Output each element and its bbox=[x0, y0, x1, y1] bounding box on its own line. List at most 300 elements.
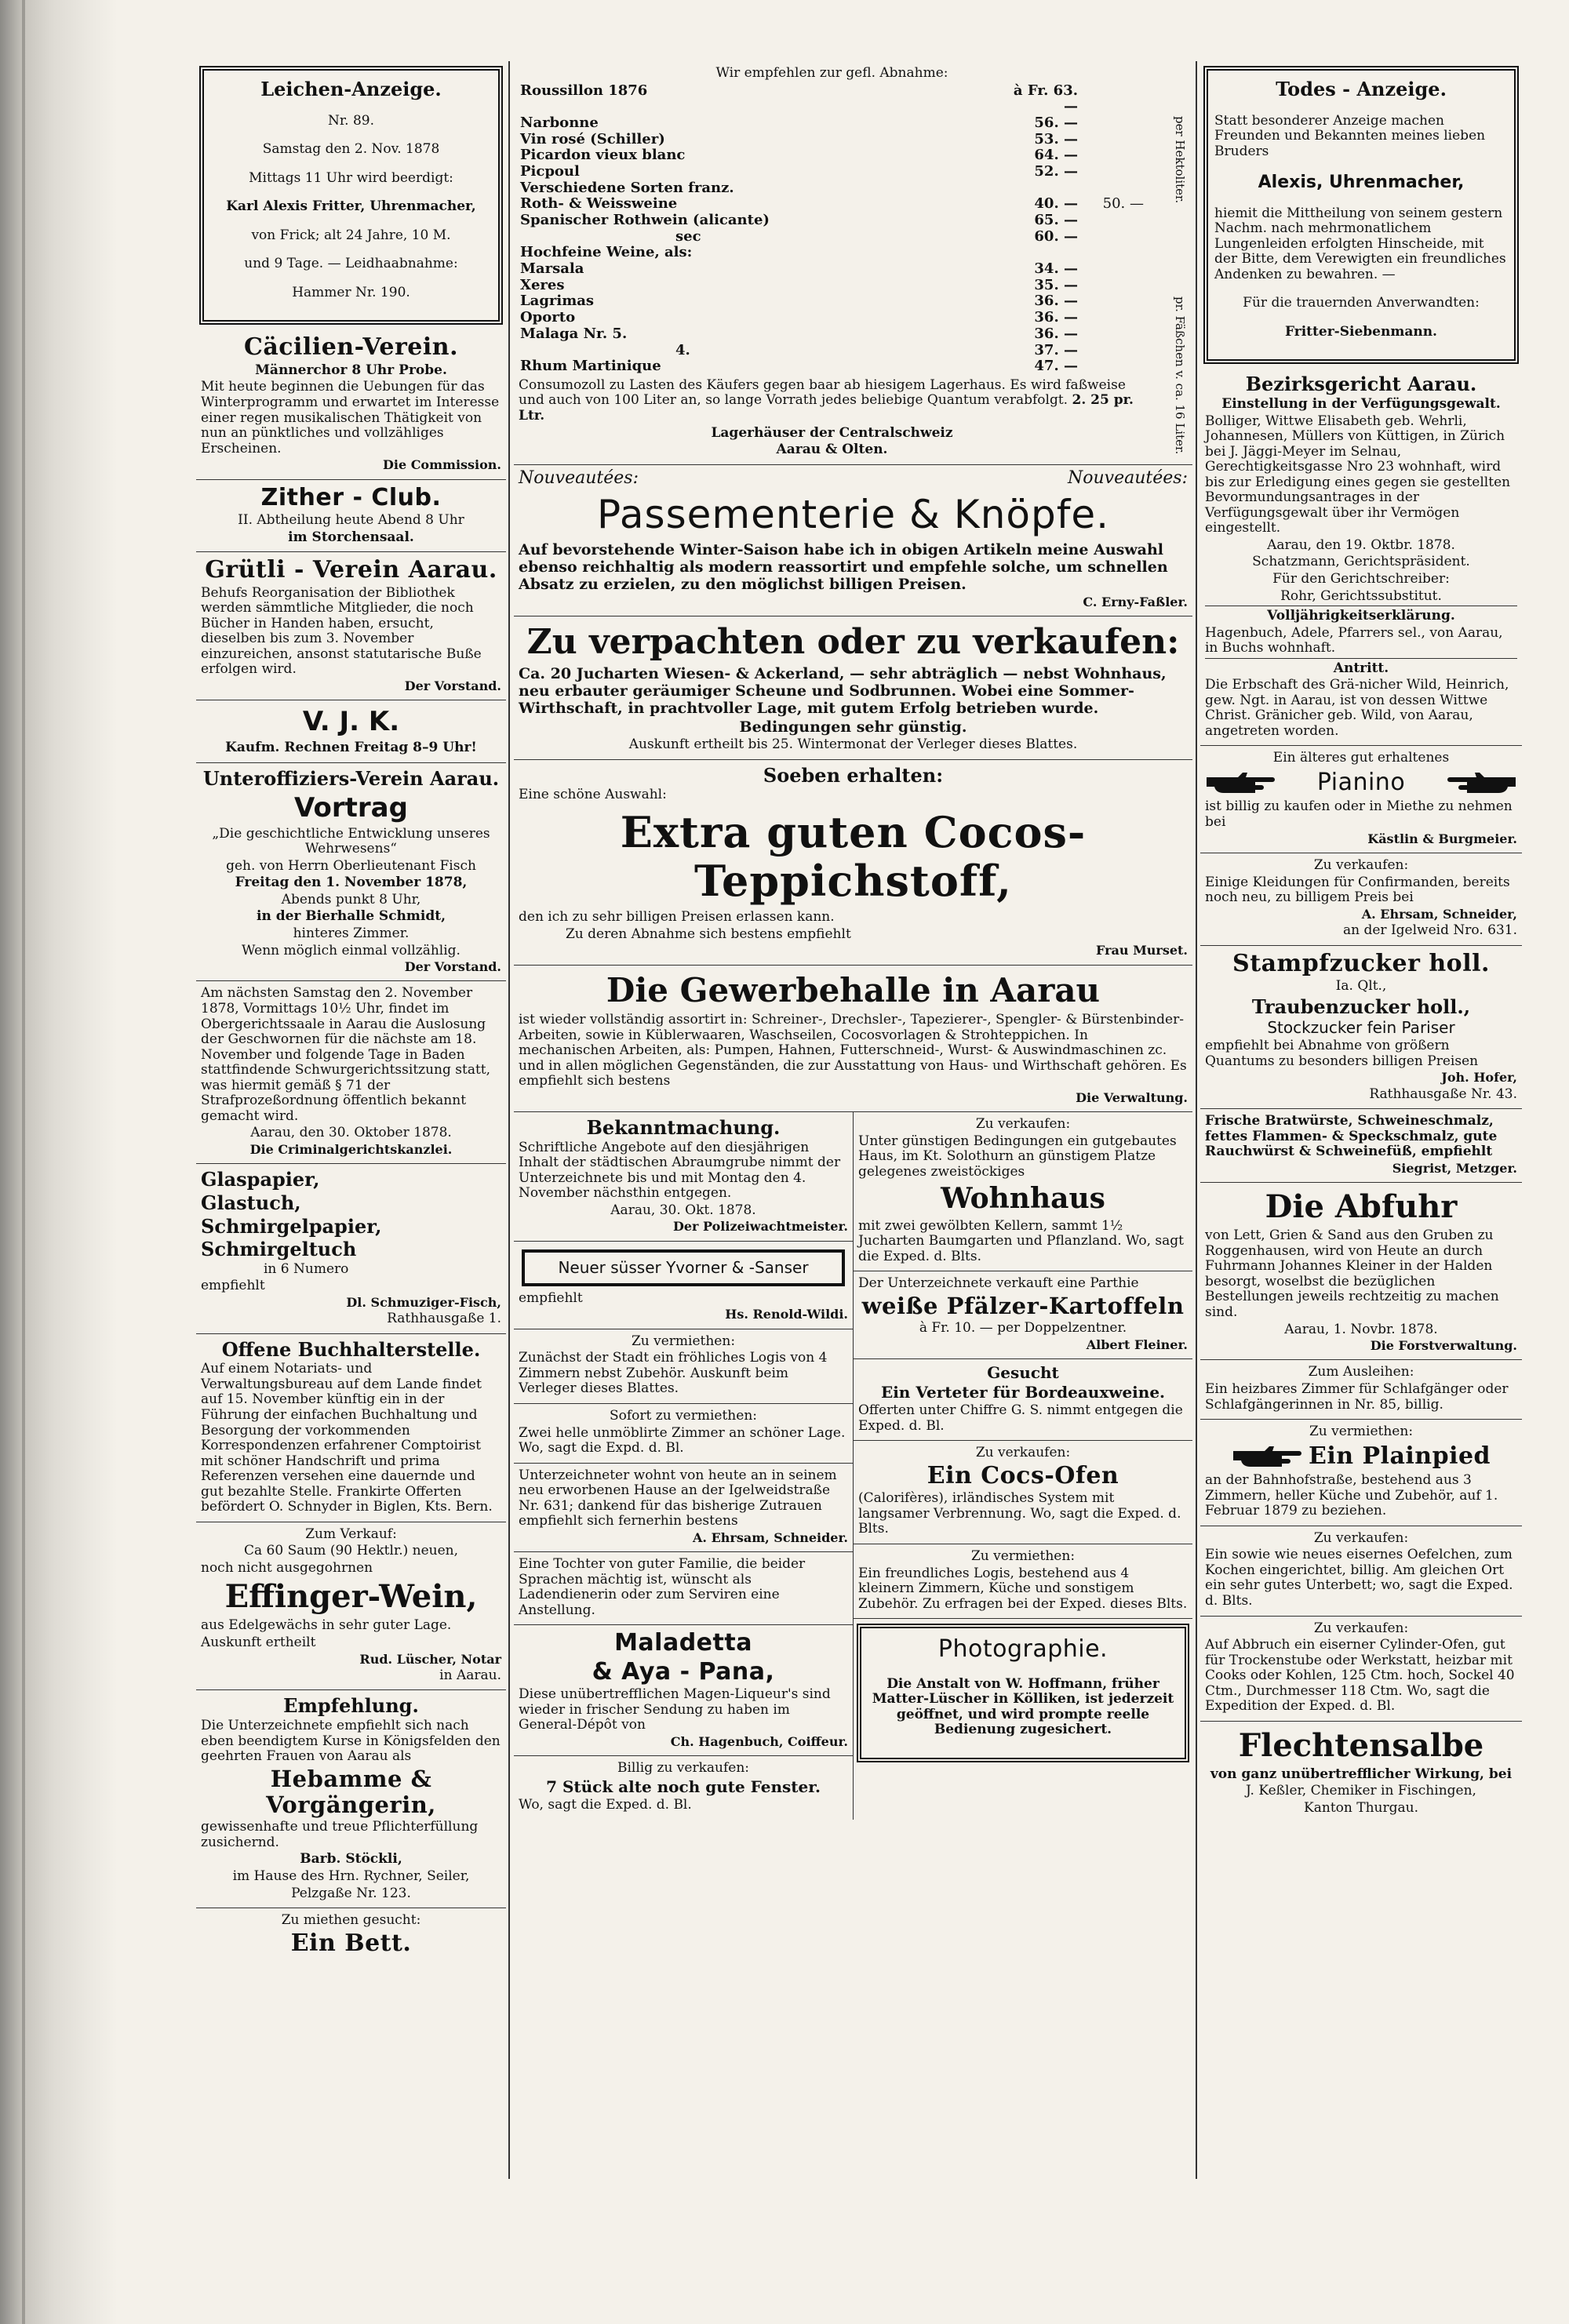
bezirksgericht-ad bbox=[1200, 369, 1522, 746]
pianino-ad bbox=[1200, 746, 1522, 853]
ad-body: Zunächst der Stadt ein fröhliches Logis von 4 Zimmern nebst Zubehör. Auskunft beim Verleger dieses Blattes. bbox=[519, 1350, 828, 1397]
ad-line: empfiehlt bbox=[201, 1278, 265, 1294]
wine-price: 40. — bbox=[1034, 195, 1078, 213]
ad-body: empfiehlt bei Abnahme von größern Quantums zu besonders billigen Preisen bbox=[1205, 1038, 1479, 1069]
ad-body: von ganz unübertrefflicher Wirkung, bei bbox=[1210, 1766, 1513, 1782]
wine-price-alt bbox=[1079, 132, 1145, 148]
wine-price-alt bbox=[1079, 326, 1145, 343]
ad-signature: Der Polizeiwachtmeister. bbox=[672, 1219, 848, 1235]
ad-signature: Rohr, Gerichtssubstitut. bbox=[1280, 587, 1442, 604]
wine-price: 34. — bbox=[1034, 260, 1078, 278]
hektoliter-note: per Hektoliter. bbox=[1173, 116, 1187, 204]
wine-row bbox=[519, 147, 1145, 164]
ad-head: Gesucht bbox=[987, 1363, 1059, 1383]
ad-line: Für die trauernden Anverwandten: bbox=[1243, 295, 1480, 311]
ad-head: Soeben erhalten: bbox=[763, 763, 944, 787]
wine-row bbox=[519, 213, 1145, 229]
ad-body: Hagenbuch, Adele, Pfarrers sel., von Aarau, in Buchs wohnhaft. bbox=[1205, 624, 1503, 656]
ad-signature: A. Ehrsam, Schneider, bbox=[1361, 906, 1517, 922]
ad-body: Auf einem Notariats- und Verwaltungsbureau auf dem Lande findet auf 15. November künftig ein in der Führung der einfachen Buchhaltung und Besorgung der vorkommenden Korrespondenzen erfahrener Comptoirist mit schöner Handschrift und prima Referenzen versehen eine dauernde und gut bezahlte Stelle. Frankirte Offerten befördert O. Schnyder in Biglen, Kts. Bern. bbox=[201, 1361, 493, 1515]
ad-title: Photographie. bbox=[937, 1635, 1108, 1664]
ad-title: Effinger-Wein, bbox=[224, 1578, 478, 1616]
ad-title: Traubenzucker holl., bbox=[1251, 995, 1471, 1018]
column-rule bbox=[1196, 61, 1197, 2179]
scan-page-edge bbox=[0, 0, 118, 2324]
ad-line: in der Bierhalle Schmidt, bbox=[256, 908, 446, 925]
plainpied-ad bbox=[1200, 1420, 1522, 1526]
wine-row bbox=[519, 343, 1145, 359]
ad-line: „Die geschichtliche Entwicklung unseres Wehrwesens“ bbox=[212, 825, 490, 857]
ad-signature: in Aarau. bbox=[439, 1667, 501, 1683]
ad-subtitle: Volljährigkeitserklärung. bbox=[1205, 606, 1517, 624]
ad-signature: an der Igelweid Nro. 631. bbox=[1343, 922, 1517, 938]
ad-signature: Albert Fleiner. bbox=[1086, 1337, 1188, 1352]
yvorner-ad bbox=[514, 1242, 853, 1329]
wine-row bbox=[519, 278, 1145, 294]
ad-body: Die Anstalt von W. Hoffmann, früher Matter-Lüscher in Kölliken, ist jederzeit geöffnet, und wird prompte reelle Bedienung zugesichert. bbox=[872, 1675, 1174, 1738]
ad-body: Diese unübertrefflichen Magen-Liqueur's sind wieder in frischer Sendung zu haben im General-Dépôt von bbox=[519, 1686, 831, 1733]
cocs-ofen-ad bbox=[854, 1441, 1192, 1544]
ad-title: Schmirgeltuch bbox=[201, 1238, 357, 1261]
wine-price: 47. — bbox=[1034, 358, 1078, 375]
ad-body: Offerten unter Chiffre G. S. nimmt entgegen die Exped. d. Bl. bbox=[858, 1402, 1183, 1434]
ad-title: V. J. K. bbox=[302, 706, 400, 738]
ad-head: Zu vermiethen: bbox=[1309, 1424, 1414, 1440]
ad-body: mit zwei gewölbten Kellern, sammt 1½ Jucharten Baumgarten und Pflanzland. Wo, sagt die Exped. d. Blts. bbox=[858, 1217, 1184, 1264]
zucker-ad bbox=[1200, 946, 1522, 1110]
ausleihen-ad bbox=[1200, 1360, 1522, 1420]
wine-name: Roth- & Weissweine bbox=[520, 195, 678, 213]
ad-signature: Rathhausgaße 1. bbox=[387, 1311, 501, 1327]
criminalgericht-notice bbox=[196, 981, 506, 1164]
wine-price-alt bbox=[1079, 213, 1145, 229]
ad-title: Ein Bett. bbox=[290, 1929, 412, 1957]
newspaper-page bbox=[196, 61, 1522, 2242]
ad-body: Unter günstigen Bedingungen ein gutgebautes Haus, im Kt. Solothurn an günstigem Platze gelegenes zweistöckiges bbox=[858, 1133, 1177, 1180]
ad-title: Ein Verteter für Bordeauxweine. bbox=[880, 1383, 1166, 1402]
fenster-ad bbox=[514, 1756, 853, 1819]
wine-price bbox=[1006, 180, 1079, 197]
unteroffiziers-verein-ad bbox=[196, 763, 506, 981]
ad-line: Der Unterzeichnete verkauft eine Parthie bbox=[858, 1275, 1139, 1292]
ad-title: Flechtensalbe bbox=[1238, 1726, 1484, 1764]
pointing-hand-right-icon bbox=[1232, 1443, 1302, 1470]
hebamme-ad bbox=[196, 1690, 506, 1908]
ad-title: Bezirksgericht Aarau. bbox=[1245, 373, 1477, 396]
leichen-nr: Nr. 89. bbox=[328, 112, 374, 129]
ad-line: Bedingungen sehr günstig. bbox=[739, 718, 967, 736]
ad-signature: Die Commission. bbox=[382, 457, 501, 473]
ad-body: Behufs Reorganisation der Bibliothek werden sämmtliche Mitglieder, die noch Bücher in Handen haben, ersucht, dieselben bis zum 3. November einzureichen, ansonst statutarische Buße erfolgen wird. bbox=[201, 584, 482, 678]
ad-body: Ein freundliches Logis, bestehend aus 4 kleinern Zimmern, Küche und sonstigem Zubehör. Zu erfragen bei der Exped. dieses Blts. bbox=[858, 1565, 1188, 1612]
ad-signature: im Hause des Hrn. Rychner, Seiler, bbox=[232, 1868, 470, 1885]
wine-price-alt bbox=[1079, 261, 1145, 278]
leichen-anzeige bbox=[199, 66, 503, 325]
ad-line: aus Edelgewächs in sehr guter Lage. bbox=[201, 1617, 452, 1634]
wine-row bbox=[519, 132, 1145, 148]
ad-line: empfiehlt bbox=[519, 1289, 583, 1306]
ad-title: & Aya - Pana, bbox=[592, 1657, 775, 1686]
kleidungen-ad bbox=[1200, 853, 1522, 946]
wine-name: Marsala bbox=[520, 260, 584, 278]
ad-signature: Frau Murset. bbox=[1096, 943, 1188, 958]
ad-title: Wohnhaus bbox=[941, 1182, 1105, 1216]
wine-name: Roussillon 1876 bbox=[520, 82, 648, 99]
ad-body: Wo, sagt die Exped. d. Bl. bbox=[519, 1796, 692, 1813]
ad-title: Grütli - Verein Aarau. bbox=[205, 556, 497, 584]
ad-signature: C. Erny-Faßler. bbox=[1083, 594, 1188, 609]
wine-price-list bbox=[514, 61, 1192, 465]
ad-signature: Lagerhäuser der Centralschweiz bbox=[711, 424, 953, 441]
ad-signature: J. Keßler, Chemiker in Fischingen, bbox=[1246, 1783, 1476, 1799]
ad-title: Offene Buchhalterstelle. bbox=[221, 1337, 481, 1361]
wine-price-alt bbox=[1079, 164, 1145, 180]
ad-signature: Die Forstverwaltung. bbox=[1370, 1338, 1517, 1354]
bett-ad bbox=[196, 1908, 506, 1963]
gewerbehalle-ad bbox=[514, 966, 1192, 1112]
ad-title: weiße Pfälzer-Kartoffeln bbox=[861, 1292, 1185, 1319]
wine-table bbox=[519, 83, 1145, 375]
ad-head: Billig zu verkaufen: bbox=[617, 1760, 750, 1777]
buchhalterstelle-ad bbox=[196, 1334, 506, 1522]
wine-price bbox=[1006, 245, 1079, 261]
ad-body: hiemit die Mittheilung von seinem gestern Nachm. nach mehrmonatlichem Lungenleiden erfolgten Hinscheide, mit der Bitte, dem Verewigten ein freundliches Andenken zu bewahren. — bbox=[1214, 205, 1506, 282]
ad-line: Wenn möglich einmal vollzählig. bbox=[242, 942, 461, 958]
flechtensalbe-ad bbox=[1200, 1722, 1522, 1823]
zoll-price: 2. 25 pr. Ltr. bbox=[519, 392, 1134, 424]
ad-body: Unterzeichneter wohnt von heute an in seinem neu erworbenen Hause an der Igelweidstraße Nr. 631; dankend für das bisherige Zutrauen empfiehlt sich fernerhin bestens bbox=[519, 1467, 837, 1529]
wine-name: Hochfeine Weine, als: bbox=[520, 244, 693, 261]
wine-row bbox=[519, 310, 1145, 326]
ad-head: Zu verkaufen: bbox=[1313, 856, 1409, 873]
wine-price: 36. — bbox=[1034, 293, 1078, 310]
ad-head: Zu miethen gesucht: bbox=[281, 1912, 421, 1929]
wine-price: 37. — bbox=[1034, 341, 1078, 358]
ad-line: hinteres Zimmer. bbox=[293, 925, 410, 941]
ad-line: II. Abtheilung heute Abend 8 Uhr bbox=[238, 512, 464, 529]
ad-signature: Joh. Hofer, bbox=[1441, 1070, 1517, 1086]
caecilien-verein-ad bbox=[196, 329, 506, 479]
ad-signature: Pelzgaße Nr. 123. bbox=[291, 1885, 411, 1901]
ad-line: Auskunft ertheilt bbox=[201, 1634, 316, 1650]
ad-title: Ein Plainpied bbox=[1308, 1442, 1491, 1470]
ad-signature: Ch. Hagenbuch, Coiffeur. bbox=[670, 1734, 848, 1750]
ad-line: im Storchensaal. bbox=[288, 529, 414, 545]
glaspapier-ad bbox=[196, 1164, 506, 1333]
ad-title: 7 Stück alte noch gute Fenster. bbox=[546, 1777, 821, 1796]
ad-body: Am nächsten Samstag den 2. November 1878, Vormittags 10½ Uhr, findet im Obergerichtssaale in Aarau die Auslosung der Geschwornen für die nächste am 18. November und folgende Tage in Baden stattfindende Schwurgerichtssitzung statt, was hiermit gemäß § 71 der Strafprozeßordnung öffentlich bekannt gemacht wird. bbox=[201, 985, 491, 1124]
ad-body: Auf Abbruch ein eiserner Cylinder-Ofen, gut für Trockenstube oder Werkstatt, heizbar mit Cooks oder Kohlen, 125 Ctm. hoch, Sockel 40 Ctm., Durchmesser 118 Ctm. Wo, sagt die Expedition der Exped. d. Bl. bbox=[1205, 1637, 1515, 1715]
ad-signature: Der Vorstand. bbox=[404, 959, 501, 975]
photographie-ad bbox=[857, 1624, 1189, 1762]
ad-body: Ein heizbares Zimmer für Schlafgänger oder Schlafgängerinnen in Nr. 85, billig. bbox=[1205, 1381, 1509, 1413]
faesschen-note: pr. Fäßchen v. ca. 16 Liter. bbox=[1173, 296, 1187, 455]
todes-anzeige bbox=[1203, 66, 1519, 364]
ad-head: Zu verkaufen: bbox=[975, 1445, 1071, 1461]
zoll-text: Consumozoll zu Lasten des Käufers gegen baar ab hiesigem Lagerhaus. Es wird faßweise und auch von 100 Liter an, so lange Vorrath jedes beliebige Quantum verabfolgt. bbox=[519, 376, 1126, 409]
kartoffeln-ad bbox=[854, 1271, 1192, 1359]
wine-name: Picardon vieux blanc bbox=[520, 147, 686, 164]
wine-price-alt bbox=[1079, 278, 1145, 294]
wine-name: sec bbox=[675, 227, 701, 245]
right-column bbox=[1200, 61, 1522, 2179]
ad-line: geh. von Herrn Oberlieutenant Fisch bbox=[226, 857, 476, 874]
ad-title: Empfehlung. bbox=[283, 1694, 419, 1718]
ad-line: Ca 60 Saum (90 Hektlr.) neuen, bbox=[243, 1543, 459, 1559]
tochter-ad bbox=[514, 1552, 853, 1625]
ad-head: Zum Verkauf: bbox=[305, 1526, 397, 1542]
wine-name: Verschiedene Sorten franz. bbox=[520, 179, 734, 196]
wine-name: Spanischer Rothwein (alicante) bbox=[520, 212, 770, 229]
wine-row bbox=[519, 164, 1145, 180]
wine-name: Narbonne bbox=[520, 114, 599, 131]
wine-row bbox=[519, 229, 1145, 245]
ad-head: Sofort zu vermiethen: bbox=[609, 1407, 757, 1424]
wine-name: Lagrimas bbox=[520, 293, 595, 310]
ad-line: in 6 Numero bbox=[264, 1260, 349, 1277]
ad-title: Unteroffiziers-Verein Aarau. bbox=[202, 767, 500, 790]
ad-line: Freitag den 1. November 1878, bbox=[235, 875, 468, 891]
ad-title: Maladetta bbox=[614, 1629, 752, 1657]
ad-title: Passementerie & Knöpfe. bbox=[597, 491, 1109, 537]
wine-price: 65. — bbox=[1034, 212, 1078, 229]
ad-head: Zu vermiethen: bbox=[631, 1333, 736, 1349]
metzger-ad bbox=[1200, 1109, 1522, 1183]
wine-price-alt bbox=[1079, 293, 1145, 310]
ad-title: Glastuch, bbox=[201, 1191, 301, 1214]
ad-line: noch nicht ausgegohrnen bbox=[201, 1559, 373, 1576]
sofort-vermiethen-ad bbox=[514, 1404, 853, 1464]
wine-price: 36. — bbox=[1034, 309, 1078, 326]
wine-price: 52. — bbox=[1034, 162, 1078, 180]
wine-price-alt bbox=[1079, 310, 1145, 326]
ad-line: Ia. Qlt., bbox=[1335, 978, 1387, 995]
ad-body: gewissenhafte und treue Pflichterfüllung zusichernd. bbox=[201, 1819, 479, 1850]
ad-signature: Barb. Stöckli, bbox=[300, 1851, 402, 1868]
ad-body: Die Unterzeichnete empfiehlt sich nach eben beendigtem Kurse in Königsfelden den geehrten Frauen von Aarau als bbox=[201, 1718, 501, 1765]
ad-signature: Fritter-Siebenmann. bbox=[1285, 323, 1437, 340]
ad-title: Stampfzucker holl. bbox=[1232, 949, 1490, 977]
ad-title: Glaspapier, bbox=[201, 1168, 320, 1191]
ad-line: Ein älteres gut erhaltenes bbox=[1272, 750, 1450, 766]
wine-price-alt bbox=[1079, 180, 1145, 197]
vermiethen-logis-ad bbox=[514, 1329, 853, 1404]
cocos-teppich-ad bbox=[514, 760, 1192, 966]
ad-body: Statt besonderer Anzeige machen Freunden und Bekannten meines lieben Bruders bbox=[1214, 112, 1486, 159]
ad-signature: Kanton Thurgau. bbox=[1304, 1799, 1418, 1816]
wine-price-alt bbox=[1079, 147, 1145, 164]
leichen-line: Karl Alexis Fritter, Uhrenmacher, bbox=[226, 198, 476, 215]
leichen-line: und 9 Tage. — Leidhaabnahme: bbox=[244, 256, 458, 272]
wine-price-alt: 50. — bbox=[1102, 195, 1144, 213]
ad-title: Neuer süsser Yvorner & -Sanser bbox=[522, 1249, 845, 1286]
ad-signature: Aarau & Olten. bbox=[776, 442, 888, 458]
ad-line: Abends punkt 8 Uhr, bbox=[281, 891, 421, 907]
wine-price-alt bbox=[1079, 83, 1145, 115]
passementerie-ad bbox=[514, 465, 1192, 617]
ad-body: Eine Tochter von guter Familie, die beider Sprachen mächtig ist, wünscht als Ladendienerin oder zum Serviren eine Anstellung. bbox=[519, 1556, 806, 1618]
ad-title: Zither - Club. bbox=[260, 483, 442, 511]
gruetli-verein-ad bbox=[196, 552, 506, 700]
wine-name: 4. bbox=[675, 341, 690, 358]
ad-head: Zu verkaufen: bbox=[975, 1116, 1071, 1133]
ad-line: Eine schöne Auswahl: bbox=[519, 787, 667, 803]
wine-row bbox=[519, 115, 1145, 132]
ad-body: Einige Kleidungen für Confirmanden, bereits noch neu, zu billigem Preis bei bbox=[1205, 874, 1510, 906]
nouveautees-label: Nouveautées: bbox=[519, 467, 639, 488]
leichen-line: Samstag den 2. Nov. 1878 bbox=[262, 141, 440, 158]
wine-name: Oporto bbox=[520, 309, 576, 326]
wine-row bbox=[519, 245, 1145, 261]
wine-intro: Wir empfehlen zur gefl. Abnahme: bbox=[715, 65, 948, 81]
ad-name: Alexis, Uhrenmacher, bbox=[1258, 173, 1465, 193]
ad-body: Die Erbschaft des Grä-nicher Wild, Heinrich, gew. Ngt. in Aarau, ist von dessen Wittwe Christ. Gränicher geb. Wild, von Aarau, angetreten worden. bbox=[1205, 677, 1509, 739]
middle-subcolumn-right bbox=[854, 1112, 1192, 1819]
leichen-line: Hammer Nr. 190. bbox=[292, 284, 410, 300]
pointing-hand-right-icon bbox=[1205, 769, 1276, 796]
ad-head: Zu vermiethen: bbox=[970, 1548, 1076, 1564]
wine-row bbox=[519, 358, 1145, 375]
leichen-line: Mittags 11 Uhr wird beerdigt: bbox=[249, 169, 453, 186]
wine-price: 53. — bbox=[1034, 130, 1078, 147]
wine-price: 35. — bbox=[1034, 276, 1078, 293]
middle-subcolumns bbox=[514, 1112, 1192, 1819]
left-column bbox=[196, 61, 506, 2179]
ad-signature: Schatzmann, Gerichtspräsident. bbox=[1252, 554, 1470, 570]
ad-signature: Für den Gerichtschreiber: bbox=[1272, 570, 1450, 587]
ad-line: Auskunft ertheilt bis 25. Wintermonat der Verleger dieses Blattes. bbox=[628, 736, 1078, 753]
ad-body: ist billig zu kaufen oder in Miethe zu nehmen bei bbox=[1205, 798, 1513, 831]
ad-signature: Der Vorstand. bbox=[404, 678, 501, 693]
ad-body: Schriftliche Angebote auf den diesjährigen Inhalt der städtischen Abraumgrube nimmt der Unterzeichnete bis und mit Montag den 4. November nächsthin entgegen. bbox=[519, 1139, 841, 1202]
leichen-title: Leichen-Anzeige. bbox=[260, 78, 442, 100]
ad-body: den ich zu sehr billigen Preisen erlassen kann. bbox=[519, 909, 835, 926]
ad-body: Ca. 20 Jucharten Wiesen- & Ackerland, — sehr abträglich — nebst Wohnhaus, neu erbauter geräumiger Scheune und Sodbrunnen. Wobei eine Sommer-Wirthschaft, in prachtvoller Lage, mit gutem Erfolg betrieben wurde. bbox=[519, 664, 1167, 717]
ad-signature: Hs. Renold-Wildi. bbox=[725, 1307, 848, 1322]
vortrag-title: Vortrag bbox=[294, 791, 408, 824]
ad-body: (Calorifères), irländisches System mit langsamer Verbrennung. Wo, sagt die Exped. d. Blts. bbox=[858, 1490, 1181, 1537]
wine-price: 64. — bbox=[1034, 147, 1078, 164]
maladetta-ad bbox=[514, 1625, 853, 1756]
wine-row bbox=[519, 326, 1145, 343]
ad-body: Bolliger, Wittwe Elisabeth geb. Wehrli, Johannesen, Müllers von Küttigen, in Zürich bei J. Jäggi-Meyer im Selnau, Gerechtigkeitsgasse Nro 23 wohnhaft, wird bis zur Erledigung eines gegen sie gestellten Bevormundungsantrages in der Verfügungsgewalt über ihr Vermögen eingestellt. bbox=[1205, 413, 1511, 536]
ad-subtitle: Einstellung in der Verfügungsgewalt. bbox=[1221, 395, 1501, 412]
ad-title: Zu verpachten oder zu verkaufen: bbox=[526, 622, 1180, 663]
wine-row bbox=[519, 261, 1145, 278]
ad-signature: Rud. Lüscher, Notar bbox=[359, 1651, 501, 1667]
ad-signature: Die Verwaltung. bbox=[1076, 1089, 1188, 1105]
wine-price-alt bbox=[1079, 358, 1145, 375]
ad-title: Die Abfuhr bbox=[1265, 1188, 1458, 1226]
wine-price-alt bbox=[1079, 229, 1145, 245]
ad-title: Schmirgelpapier, bbox=[201, 1214, 382, 1238]
wine-price: 60. — bbox=[1034, 227, 1078, 245]
ad-signature: A. Ehrsam, Schneider. bbox=[693, 1529, 848, 1545]
ad-title: Todes - Anzeige. bbox=[1276, 78, 1447, 100]
ad-title: Bekanntmachung. bbox=[586, 1116, 781, 1140]
wine-price: 36. — bbox=[1034, 325, 1078, 342]
umzug-ad bbox=[514, 1464, 853, 1553]
nouveautees-label: Nouveautées: bbox=[1068, 467, 1188, 488]
verpachten-ad bbox=[514, 616, 1192, 760]
middle-column bbox=[514, 61, 1192, 2179]
column-rule bbox=[508, 61, 510, 2179]
wine-row bbox=[519, 180, 1145, 197]
wine-name: Vin rosé (Schiller) bbox=[520, 130, 665, 147]
abfuhr-ad bbox=[1200, 1183, 1522, 1360]
ad-body: Frische Bratwürste, Schweineschmalz, fettes Flammen- & Speckschmalz, gute Rauchwürst & Schweinefüß, empfiehlt bbox=[1205, 1113, 1498, 1160]
ad-line: Kaufm. Rechnen Freitag 8–9 Uhr! bbox=[225, 740, 477, 756]
ad-signature: Die Criminalgerichtskanzlei. bbox=[249, 1141, 453, 1157]
ad-title: Stockzucker fein Pariser bbox=[1267, 1018, 1455, 1038]
ad-price: à Fr. 10. — per Doppelzentner. bbox=[919, 1320, 1127, 1337]
pointing-hand-left-icon bbox=[1447, 769, 1517, 796]
ad-body: Ein sowie wie neues eisernes Oefelchen, zum Kochen eingerichtet, billig. Am gleichen Ort ein sehr gutes Unterbett; wo, sagt die Exped. d. Blts. bbox=[1205, 1547, 1513, 1609]
wohnhaus-ad bbox=[854, 1112, 1192, 1271]
effinger-wein-ad bbox=[196, 1522, 506, 1691]
leichen-line: von Frick; alt 24 Jahre, 10 M. bbox=[251, 227, 451, 243]
ad-body: an der Bahnhofstraße, bestehend aus 3 Zimmern, heller Küche und Zubehör, auf 1. Februar 1879 zu beziehen. bbox=[1205, 1472, 1498, 1519]
wine-name: Rhum Martinique bbox=[520, 358, 661, 375]
ad-date: Aarau, 1. Novbr. 1878. bbox=[1284, 1321, 1438, 1337]
wine-name: Xeres bbox=[520, 276, 565, 293]
ad-title: Pianino bbox=[1316, 768, 1406, 796]
ad-body: Zu deren Abnahme sich bestens empfiehlt bbox=[566, 926, 851, 942]
vjk-ad bbox=[196, 700, 506, 763]
ad-body: ist wieder vollständig assortirt in: Schreiner-, Drechsler-, Tapezierer-, Spengler- & Bürstenbinder-Arbeiten, sowie in Küblerwaaren, Waschseilen, Cocosvorlagen & Strohteppichen. In mechanischen Arbeiten, als: Pumpen, Hahnen, Futterschneid-, Wurst- & Auswindmaschinen zc. und in allen möglichen Gegenständen, die zur Ausstattung von Haus- und Wirthschaft gehören. Es empfiehlt sich bestens bbox=[519, 1012, 1187, 1089]
gesucht-ad bbox=[854, 1359, 1192, 1441]
middle-subcolumn-left bbox=[514, 1112, 854, 1819]
ad-line: Männerchor 8 Uhr Probe. bbox=[255, 362, 447, 378]
ad-title: Extra guten Cocos-Teppichstoff, bbox=[620, 807, 1087, 907]
zoll-note bbox=[519, 378, 1145, 424]
wine-row bbox=[519, 83, 1145, 115]
wine-row bbox=[519, 196, 1145, 213]
ad-body: von Lett, Grien & Sand aus den Gruben zu Roggenhausen, wird von Heute an durch Fuhrmann Johannes Kleiner in der Halden besorgt, woselbst die bezüglichen Bestellungen jeweils rechtzeitig zu machen sind. bbox=[1205, 1227, 1499, 1320]
wine-row bbox=[519, 293, 1145, 310]
ad-head: Zu verkaufen: bbox=[1313, 1620, 1409, 1636]
ad-date: Aarau, den 19. Oktbr. 1878. bbox=[1267, 536, 1455, 553]
ad-title: Die Gewerbehalle in Aarau bbox=[606, 970, 1101, 1009]
ad-head: Zu verkaufen: bbox=[1313, 1529, 1409, 1546]
wine-price-alt bbox=[1079, 245, 1145, 261]
ad-head: Zum Ausleihen: bbox=[1308, 1364, 1414, 1380]
wine-price-alt bbox=[1079, 115, 1145, 132]
bekanntmachung-ad bbox=[514, 1112, 853, 1242]
ad-date: Aarau, den 30. Oktober 1878. bbox=[250, 1125, 452, 1141]
zither-club-ad bbox=[196, 480, 506, 553]
ad-subtitle: Antritt. bbox=[1205, 658, 1517, 677]
ad-title: Cäcilien-Verein. bbox=[243, 333, 459, 362]
wine-name: Picpoul bbox=[520, 162, 580, 180]
ad-signature: Kästlin & Burgmeier. bbox=[1367, 831, 1517, 846]
oefelchen-ad bbox=[1200, 1526, 1522, 1617]
ad-title: Ein Cocs-Ofen bbox=[926, 1461, 1119, 1489]
vermiethen-klein-ad bbox=[854, 1544, 1192, 1619]
wine-price-alt bbox=[1079, 343, 1145, 359]
ad-title-big: Hebamme & Vorgängerin, bbox=[266, 1765, 436, 1819]
ad-signature: Rathhausgaße Nr. 43. bbox=[1369, 1086, 1517, 1102]
wine-price: à Fr. 63. — bbox=[1013, 82, 1078, 115]
wine-name: Malaga Nr. 5. bbox=[520, 325, 628, 342]
wine-price: 56. — bbox=[1034, 114, 1078, 131]
ad-signature: Dl. Schmuziger-Fisch, bbox=[346, 1294, 501, 1310]
ad-body: Zwei helle unmöblirte Zimmer an schöner Lage. Wo, sagt die Expd. d. Bl. bbox=[519, 1424, 846, 1457]
ad-date: Aarau, 30. Okt. 1878. bbox=[610, 1202, 756, 1218]
ad-signature: Siegrist, Metzger. bbox=[1392, 1160, 1517, 1176]
ad-body: Mit heute beginnen die Uebungen für das Winterprogramm und erwartet im Interesse einer regen musikalischen Thätigkeit von nun an pünktliches und vollzähliges Erscheinen. bbox=[201, 379, 500, 456]
ad-body: Auf bevorstehende Winter-Saison habe ich in obigen Artikeln meine Auswahl ebenso reichhaltig als modern reassortirt und empfehle solche, um schnellen Absatz zu erzielen, zu den möglichst billigen Preisen. bbox=[519, 541, 1168, 594]
